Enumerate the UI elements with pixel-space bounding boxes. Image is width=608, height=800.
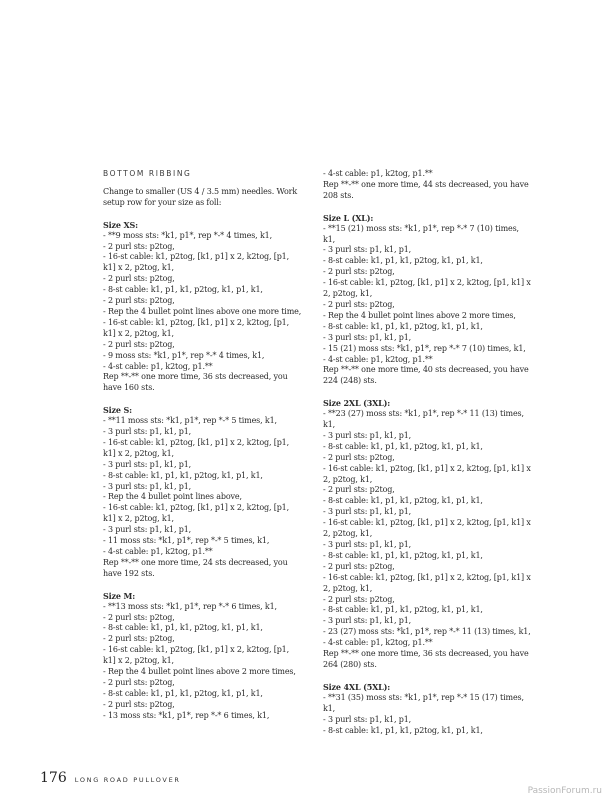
instruction-line: Rep **-** one more time, 24 sts decreased, you have 192 sts. xyxy=(103,557,288,578)
instruction-line: - 16-st cable: k1, p2tog, [k1, p1] x 2, k2tog, [p1, k1] x 2, p2tog, k1, xyxy=(103,437,290,458)
instruction-line: Rep **-** one more time, 36 sts decreased, you have 160 sts. xyxy=(103,372,288,393)
instruction-line: - 2 purl sts: p2tog, xyxy=(323,485,395,495)
instruction-line: - Rep the 4 bullet point lines above 2 more times, xyxy=(103,667,296,677)
right-blocks xyxy=(323,213,533,737)
instruction-line: - 8-st cable: k1, p1, k1, p2tog, k1, p1, k1, xyxy=(103,470,263,480)
instruction-line: - 3 purl sts: p1, k1, p1, xyxy=(323,430,412,440)
instruction-line: - 8-st cable: k1, p1, k1, p2tog, k1, p1, k1, xyxy=(323,725,483,735)
instruction-line: - 8-st cable: k1, p1, k1, p2tog, k1, p1, k1, xyxy=(323,550,483,560)
instruction-line: - Rep the 4 bullet point lines above one more time, xyxy=(103,306,302,316)
instruction-line: - 23 (27) moss sts: *k1, p1*, rep *-* 11 (13) times, k1, xyxy=(323,627,531,637)
instruction-line: - 8-st cable: k1, p1, k1, p2tog, k1, p1, k1, xyxy=(103,623,263,633)
instruction-line: - 2 purl sts: p2tog, xyxy=(103,699,175,709)
instruction-line: - 16-st cable: k1, p2tog, [k1, p1] x 2, k2tog, [p1, k1] x 2, p2tog, k1, xyxy=(103,317,290,338)
instruction-line: - 4-st cable: p1, k2tog, p1.** xyxy=(103,547,213,556)
size-block xyxy=(103,591,303,722)
size-heading: Size M: xyxy=(103,590,135,601)
instruction-line: - **9 moss sts: *k1, p1*, rep *-* 4 times, k1, xyxy=(103,230,272,240)
instruction-line: - 2 purl sts: p2tog, xyxy=(103,274,175,284)
instruction-line: - 2 purl sts: p2tog, xyxy=(323,452,395,462)
page-footer xyxy=(40,770,181,786)
instruction-line: - 4-st cable: p1, k2tog, p1.** xyxy=(323,638,433,648)
size-block xyxy=(323,398,533,671)
instruction-line: - 4-st cable: p1, k2tog, p1.** xyxy=(323,354,433,364)
intro-paragraph: Change to smaller (US 4 / 3.5 mm) needles. Work setup row for your size as foll: xyxy=(103,186,298,207)
instruction-line: - 2 purl sts: p2tog, xyxy=(323,267,395,277)
instruction-line: - 15 (21) moss sts: *k1, p1*, rep *-* 7 (10) times, k1, xyxy=(323,343,526,353)
instruction-line: - 2 purl sts: p2tog, xyxy=(323,299,395,309)
instruction-line: - Rep the 4 bullet point lines above 2 more times, xyxy=(323,310,516,320)
size-heading: Size XS: xyxy=(103,219,138,230)
size-block xyxy=(103,220,303,395)
instruction-line: - 8-st cable: k1, p1, k1, p2tog, k1, p1, k1, xyxy=(323,605,483,615)
instruction-line: - 8-st cable: k1, p1, k1, p2tog, k1, p1, k1, xyxy=(323,441,483,451)
instruction-line: - 3 purl sts: p1, k1, p1, xyxy=(323,714,412,724)
instruction-line: - 8-st cable: k1, p1, k1, p2tog, k1, p1, k1, xyxy=(103,285,263,295)
instruction-line: - 3 purl sts: p1, k1, p1, xyxy=(323,616,412,626)
instruction-line: - 16-st cable: k1, p2tog, [k1, p1] x 2, k2tog, [p1, k1] x 2, p2tog, k1, xyxy=(103,252,290,273)
instruction-line: - **11 moss sts: *k1, p1*, rep *-* 5 times, k1, xyxy=(103,416,277,426)
instruction-line: - 2 purl sts: p2tog, xyxy=(103,634,175,644)
section-title: BOTTOM RIBBING xyxy=(103,169,192,178)
instruction-line: - 2 purl sts: p2tog, xyxy=(103,612,175,622)
instruction-line: - 16-st cable: k1, p2tog, [k1, p1] x 2, k2tog, [p1, k1] x 2, p2tog, k1, xyxy=(323,518,531,539)
page-number: 176 xyxy=(40,770,67,786)
instruction-line: - 3 purl sts: p1, k1, p1, xyxy=(323,507,412,517)
size-block xyxy=(323,213,533,388)
instruction-line: - 16-st cable: k1, p2tog, [k1, p1] x 2, k2tog, [p1, k1] x 2, p2tog, k1, xyxy=(323,278,531,299)
right-continuation xyxy=(323,169,533,202)
instruction-line: - **31 (35) moss sts: *k1, p1*, rep *-* 15 (17) times, k1, xyxy=(323,692,524,713)
right-column xyxy=(323,169,533,736)
instruction-line: Rep **-** one more time, 44 sts decreased, you have 208 sts. xyxy=(323,179,529,200)
size-heading: Size 2XL (3XL): xyxy=(323,398,391,409)
left-blocks xyxy=(103,220,303,722)
size-heading: Size S: xyxy=(103,405,132,416)
instruction-line: - 8-st cable: k1, p1, k1, p2tog, k1, p1, k1, xyxy=(323,321,483,331)
instruction-line: - 2 purl sts: p2tog, xyxy=(103,677,175,687)
watermark: PassionForum.ru xyxy=(527,786,602,796)
left-column xyxy=(103,169,303,722)
instruction-line: - 2 purl sts: p2tog, xyxy=(323,594,395,604)
instruction-line: Rep **-** one more time, 36 sts decreased, you have 264 (280) sts. xyxy=(323,649,529,669)
instruction-line: Rep **-** one more time, 40 sts decreased, you have 224 (248) sts. xyxy=(323,365,529,386)
instruction-line: - 8-st cable: k1, p1, k1, p2tog, k1, p1, k1, xyxy=(323,496,483,506)
instruction-line: - 16-st cable: k1, p2tog, [k1, p1] x 2, k2tog, [p1, k1] x 2, p2tog, k1, xyxy=(323,463,531,484)
instruction-line: - 11 moss sts: *k1, p1*, rep *-* 5 times, k1, xyxy=(103,536,270,546)
instruction-line: - 8-st cable: k1, p1, k1, p2tog, k1, p1, k1, xyxy=(103,688,263,698)
instruction-line: - Rep the 4 bullet point lines above, xyxy=(103,492,242,502)
instruction-line: - 2 purl sts: p2tog, xyxy=(103,296,175,306)
instruction-line: - 4-st cable: p1, k2tog, p1.** xyxy=(103,361,213,371)
instruction-line: - 3 purl sts: p1, k1, p1, xyxy=(323,332,412,342)
instruction-line: - **15 (21) moss sts: *k1, p1*, rep *-* 7 (10) times, k1, xyxy=(323,223,519,244)
size-block xyxy=(323,682,533,737)
instruction-line: - 16-st cable: k1, p2tog, [k1, p1] x 2, k2tog, [p1, k1] x 2, p2tog, k1, xyxy=(103,645,290,666)
instruction-line: - 2 purl sts: p2tog, xyxy=(103,241,175,251)
instruction-line: - 13 moss sts: *k1, p1*, rep *-* 6 times, k1, xyxy=(103,710,270,720)
instruction-line: - 16-st cable: k1, p2tog, [k1, p1] x 2, k2tog, [p1, k1] x 2, p2tog, k1, xyxy=(323,572,531,593)
instruction-line: - 3 purl sts: p1, k1, p1, xyxy=(323,540,412,549)
instruction-line: - 3 purl sts: p1, k1, p1, xyxy=(103,459,192,469)
instruction-line: - 4-st cable: p1, k2tog, p1.** xyxy=(323,169,433,178)
instruction-line: - **23 (27) moss sts: *k1, p1*, rep *-* 11 (13) times, k1, xyxy=(323,409,524,430)
size-heading: Size 4XL (5XL): xyxy=(323,681,391,692)
running-title: LONG ROAD PULLOVER xyxy=(74,776,181,784)
instruction-line: - 8-st cable: k1, p1, k1, p2tog, k1, p1, k1, xyxy=(323,256,483,266)
instruction-line: - **13 moss sts: *k1, p1*, rep *-* 6 times, k1, xyxy=(103,601,277,611)
instruction-line: - 3 purl sts: p1, k1, p1, xyxy=(103,427,192,437)
instruction-line: - 16-st cable: k1, p2tog, [k1, p1] x 2, k2tog, [p1, k1] x 2, p2tog, k1, xyxy=(103,503,290,524)
instruction-line: - 2 purl sts: p2tog, xyxy=(323,561,395,571)
size-block xyxy=(103,405,303,580)
instruction-line: - 3 purl sts: p1, k1, p1, xyxy=(103,481,192,491)
size-heading: Size L (XL): xyxy=(323,212,374,223)
instruction-line: - 2 purl sts: p2tog, xyxy=(103,339,175,349)
instruction-line: - 3 purl sts: p1, k1, p1, xyxy=(323,245,412,255)
instruction-line: - 3 purl sts: p1, k1, p1, xyxy=(103,525,192,535)
instruction-line: - 9 moss sts: *k1, p1*, rep *-* 4 times, k1, xyxy=(103,350,265,360)
